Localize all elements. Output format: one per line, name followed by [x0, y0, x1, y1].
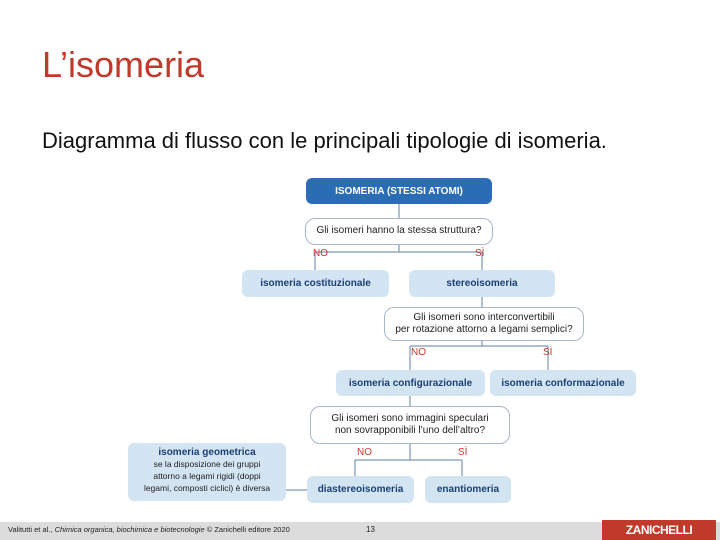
slide-title: L’isomeria: [42, 44, 205, 85]
enantiomerism-node: enantiomeria: [425, 476, 511, 503]
constitutional-isomerism-node: isomeria costituzionale: [242, 270, 389, 297]
q2-line-1: Gli isomeri sono interconvertibili: [413, 311, 555, 323]
credit-prefix: Valitutti et al.,: [8, 525, 55, 534]
q2-yes-label: SÌ: [543, 347, 553, 358]
q2-line-2: per rotazione attorno a legami semplici?: [395, 324, 573, 335]
q3-line-2: non sovrapponibili l’uno dell’altro?: [334, 425, 486, 436]
question-mirror-images: [310, 406, 510, 444]
credit-title: Chimica organica, biochimica e biotecnologie: [54, 525, 205, 534]
q2-no-label: NO: [411, 347, 426, 358]
footer-credit: [8, 525, 290, 534]
slide-subtitle: Diagramma di flusso con le principali tipologie di isomeria.: [42, 128, 607, 153]
configurational-isomerism-node: isomeria configurazionale: [336, 370, 485, 396]
geometric-isomerism-line-2: attorno a legami rigidi (doppi: [153, 471, 261, 482]
question-same-structure: Gli isomeri hanno la stessa struttura?: [305, 218, 493, 245]
root-node: ISOMERIA (STESSI ATOMI): [306, 178, 492, 204]
q3-yes-label: SÌ: [458, 447, 468, 458]
credit-suffix: © Zanichelli editore 2020: [204, 525, 290, 534]
q3-line-1: Gli isomeri sono immagini speculari: [331, 412, 489, 424]
stereoisomerism-node: stereoisomeria: [409, 270, 555, 297]
geometric-isomerism-line-1: se la disposizione dei gruppi: [153, 459, 261, 469]
page-number: 13: [366, 525, 375, 534]
q1-yes-label: SÌ: [475, 248, 485, 259]
geometric-isomerism-title: isomeria geometrica: [158, 447, 256, 458]
diastereoisomerism-node: diastereoisomeria: [307, 476, 414, 503]
q3-no-label: NO: [357, 447, 372, 458]
question-interconvertible: [384, 307, 584, 341]
zanichelli-logo: ZANICHELLI: [602, 520, 716, 540]
geometric-isomerism-node: [128, 443, 286, 501]
conformational-isomerism-node: isomeria conformazionale: [490, 370, 636, 396]
q1-no-label: NO: [313, 248, 328, 259]
geometric-isomerism-line-3: legami, composti ciclici) è diversa: [143, 483, 271, 494]
